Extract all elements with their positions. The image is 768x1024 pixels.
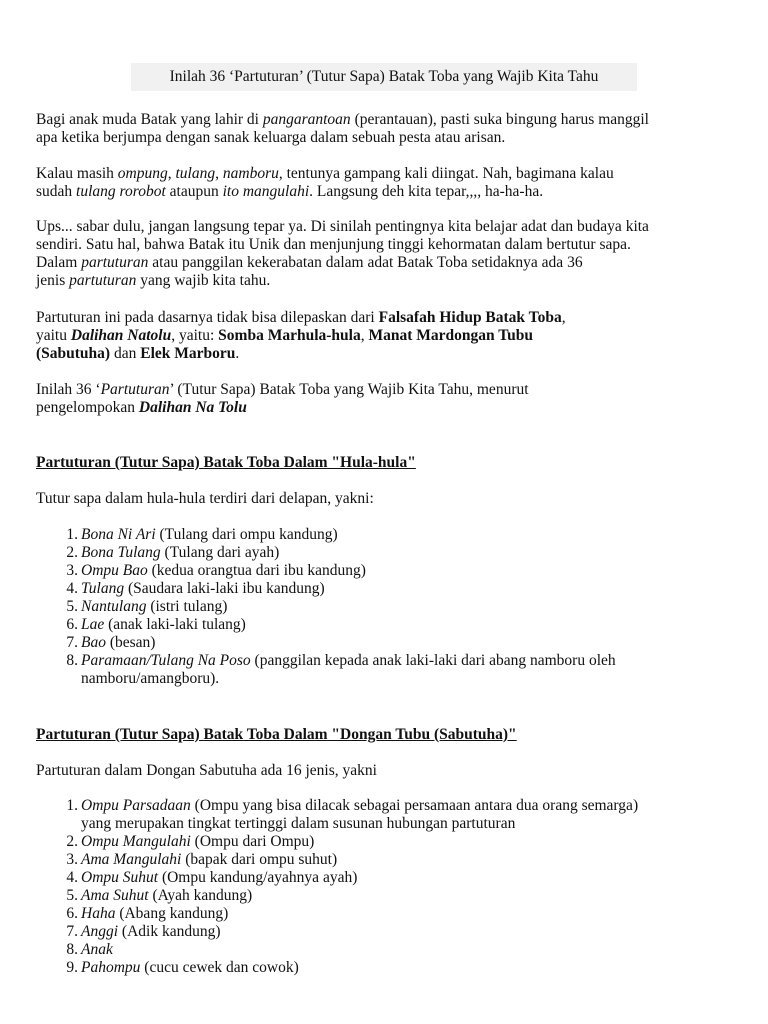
text: pengelompokan — [36, 399, 139, 416]
italic-term: namboru — [222, 165, 279, 182]
italic-term: ito mangulahi — [222, 183, 310, 200]
kinship-term: Paramaan/Tulang Na Poso — [81, 652, 251, 669]
list-item-line — [81, 526, 736, 544]
list-item — [36, 797, 736, 833]
text: , — [167, 165, 176, 182]
list-item-line — [81, 959, 736, 977]
text: atau panggilan kekerabatan dalam adat Batak Toba setidaknya ada 36 — [148, 254, 583, 271]
bold-italic-text: Dalihan Natolu — [70, 327, 172, 344]
text: ataupun — [165, 183, 223, 200]
list-item — [36, 616, 736, 634]
list-number: 7. — [66, 634, 78, 651]
text: (perantauan), pasti suka bingung harus manggil — [350, 111, 649, 128]
paragraph-line — [36, 327, 736, 345]
list-number: 6. — [66, 616, 78, 633]
list-item-line — [81, 544, 736, 562]
section-heading-hula-hula: Partuturan (Tutur Sapa) Batak Toba Dalam "Hula-hula" — [36, 454, 416, 471]
kinship-description: (Adik kandung) — [118, 923, 221, 940]
text: yang wajib kita tahu. — [136, 272, 271, 289]
text: , — [215, 165, 223, 182]
list-number: 3. — [66, 562, 78, 579]
list-item-continuation: namboru/amangboru). — [81, 670, 220, 687]
kinship-term: Ompu Parsadaan — [81, 797, 191, 814]
kinship-term: Nantulang — [81, 598, 147, 615]
list-item-line — [81, 941, 736, 959]
list-number: 4. — [66, 869, 78, 886]
list-item — [36, 851, 736, 869]
kinship-term: Ompu Mangulahi — [81, 833, 191, 850]
hula-hula-list — [36, 526, 736, 688]
text: , yaitu: — [171, 327, 219, 344]
kinship-term: Ompu Bao — [81, 562, 148, 579]
kinship-question-paragraph — [36, 165, 736, 201]
paragraph-line — [36, 381, 736, 399]
list-number: 3. — [66, 851, 78, 868]
list-item — [36, 652, 736, 688]
paragraph-line — [36, 399, 736, 417]
list-number: 4. — [66, 580, 78, 597]
list-item — [36, 887, 736, 905]
list-number: 6. — [66, 905, 78, 922]
kinship-term: Bona Tulang — [81, 544, 161, 561]
paragraph-line — [36, 272, 736, 290]
kinship-term: Pahompu — [81, 959, 141, 976]
bold-term: (Sabutuha) — [36, 345, 111, 362]
list-number: 2. — [66, 544, 78, 561]
kinship-description: (Ompu dari Ompu) — [190, 833, 315, 850]
list-item — [36, 923, 736, 941]
kinship-description: (Ayah kandung) — [148, 887, 253, 904]
paragraph-line — [36, 165, 736, 183]
kinship-description: (cucu cewek dan cowok) — [140, 959, 299, 976]
kinship-term: Lae — [81, 616, 105, 633]
kinship-description: (anak laki-laki tulang) — [104, 616, 246, 633]
text: Dalam — [36, 254, 82, 271]
text: . — [235, 345, 240, 362]
kinship-term: Anggi — [81, 923, 119, 940]
list-item — [36, 580, 736, 598]
list-item-line — [81, 634, 736, 652]
list-item — [36, 959, 736, 977]
text: sudah — [36, 183, 77, 200]
paragraph-line — [36, 254, 736, 272]
italic-term: partuturan — [81, 254, 149, 271]
list-item-line — [81, 580, 736, 598]
kinship-term: Anak — [81, 941, 113, 958]
italic-term: pangarantoan — [262, 111, 351, 128]
list-item — [36, 869, 736, 887]
kinship-description: (Ompu yang bisa dilacak sebagai persamaan antara dua orang semarga) — [190, 797, 639, 814]
kinship-description: (Ompu kandung/ayahnya ayah) — [158, 869, 358, 886]
text: , tentunya gampang kali diingat. Nah, bagimana kalau — [278, 165, 614, 182]
kinship-description: (bapak dari ompu suhut) — [181, 851, 338, 868]
paragraph-line — [36, 309, 736, 327]
text: ’ (Tutur Sapa) Batak Toba yang Wajib Kita Tahu, menurut — [169, 381, 529, 398]
list-number: 7. — [66, 923, 78, 940]
paragraph-line — [36, 183, 736, 201]
kinship-description: (Tulang dari ayah) — [160, 544, 280, 561]
kinship-term: Haha — [81, 905, 116, 922]
text: dan — [110, 345, 141, 362]
list-number: 5. — [66, 598, 78, 615]
text: Bagi anak muda Batak yang lahir di — [36, 111, 263, 128]
kinship-description: (Tulang dari ompu kandung) — [155, 526, 338, 543]
list-item-line — [81, 905, 736, 923]
list-item-line — [81, 833, 736, 851]
section-intro-dongan-tubu: Partuturan dalam Dongan Sabutuha ada 16 jenis, yakni — [36, 762, 377, 779]
bold-term: Manat Mardongan Tubu — [368, 327, 533, 344]
kinship-description: (kedua orangtua dari ibu kandung) — [147, 562, 366, 579]
kinship-term: Ama Mangulahi — [81, 851, 182, 868]
kinship-description: (Saudara laki-laki ibu kandung) — [124, 580, 325, 597]
bold-term: Falsafah Hidup Batak Toba — [378, 309, 562, 326]
bold-term: Elek Marboru — [140, 345, 236, 362]
list-item — [36, 833, 736, 851]
list-item — [36, 634, 736, 652]
grouping-paragraph — [36, 381, 736, 417]
list-item-line — [81, 562, 736, 580]
text: Inilah 36 ‘ — [36, 381, 101, 398]
list-item — [36, 598, 736, 616]
italic-term: tulang rorobot — [76, 183, 166, 200]
culture-paragraph — [36, 218, 736, 290]
list-item — [36, 905, 736, 923]
section-heading-dongan-tubu: Partuturan (Tutur Sapa) Batak Toba Dalam "Dongan Tubu (Sabutuha)" — [36, 726, 517, 743]
bold-italic-term — [71, 327, 171, 344]
list-number: 1. — [66, 526, 78, 543]
kinship-description: (Abang kandung) — [115, 905, 229, 922]
list-item — [36, 562, 736, 580]
list-item-line — [81, 616, 736, 634]
list-number: 2. — [66, 833, 78, 850]
text: jenis — [36, 272, 70, 289]
paragraph-line: Ups... sabar dulu, jangan langsung tepar ya. Di sinilah pentingnya kita belajar adat dan budaya kita — [36, 218, 649, 235]
text: , — [360, 327, 369, 344]
list-number: 5. — [66, 887, 78, 904]
intro-line-1 — [36, 111, 736, 129]
list-item-line — [81, 923, 736, 941]
list-item — [36, 544, 736, 562]
list-item-line — [81, 652, 736, 670]
section-intro-hula-hula: Tutur sapa dalam hula-hula terdiri dari delapan, yakni: — [36, 490, 374, 507]
list-item-continuation: yang merupakan tingkat tertinggi dalam susunan hubungan partuturan — [81, 815, 516, 832]
list-item-line — [81, 598, 736, 616]
kinship-term: Ama Suhut — [81, 887, 149, 904]
list-number: 8. — [66, 652, 78, 669]
list-item — [36, 941, 736, 959]
text: Kalau masih — [36, 165, 118, 182]
italic-term: tulang — [175, 165, 216, 182]
italic-term: Partuturan — [100, 381, 170, 398]
page-title: Inilah 36 ‘Partuturan’ (Tutur Sapa) Batak Toba yang Wajib Kita Tahu — [131, 63, 637, 91]
kinship-description: (besan) — [105, 634, 156, 651]
list-item — [36, 526, 736, 544]
text: Partuturan ini pada dasarnya tidak bisa dilepaskan dari — [36, 309, 379, 326]
paragraph-line: sendiri. Satu hal, bahwa Batak itu Unik dan menjunjung tinggi kehormatan dalam bertutur sapa. — [36, 236, 631, 253]
list-number: 1. — [66, 797, 78, 814]
kinship-description: (istri tulang) — [146, 598, 228, 615]
bold-italic-text: Dalihan Na Tolu — [138, 399, 247, 416]
text: , — [561, 309, 566, 326]
italic-term: partuturan — [69, 272, 137, 289]
list-item-line — [81, 887, 736, 905]
philosophy-paragraph — [36, 309, 736, 363]
dongan-tubu-list — [36, 797, 736, 977]
intro-paragraph — [36, 111, 736, 147]
italic-term: ompung — [117, 165, 168, 182]
list-item-line — [81, 869, 736, 887]
paragraph-line — [36, 345, 736, 363]
text: yaitu — [36, 327, 71, 344]
bold-italic-term — [139, 399, 247, 416]
list-number: 8. — [66, 941, 78, 958]
bold-term: Somba Marhula-hula — [218, 327, 361, 344]
kinship-term: Tulang — [81, 580, 125, 597]
kinship-term: Bao — [81, 634, 106, 651]
text: . Langsung deh kita tepar,,,, ha-ha-ha. — [309, 183, 544, 200]
kinship-description: (panggilan kepada anak laki-laki dari abang namboru oleh — [250, 652, 616, 669]
kinship-term: Bona Ni Ari — [81, 526, 156, 543]
intro-line-2: apa ketika berjumpa dengan sanak keluarga dalam sebuah pesta atau arisan. — [36, 129, 506, 146]
list-item-line — [81, 851, 736, 869]
kinship-term: Ompu Suhut — [81, 869, 159, 886]
list-number: 9. — [66, 959, 78, 976]
list-item-line — [81, 797, 736, 815]
